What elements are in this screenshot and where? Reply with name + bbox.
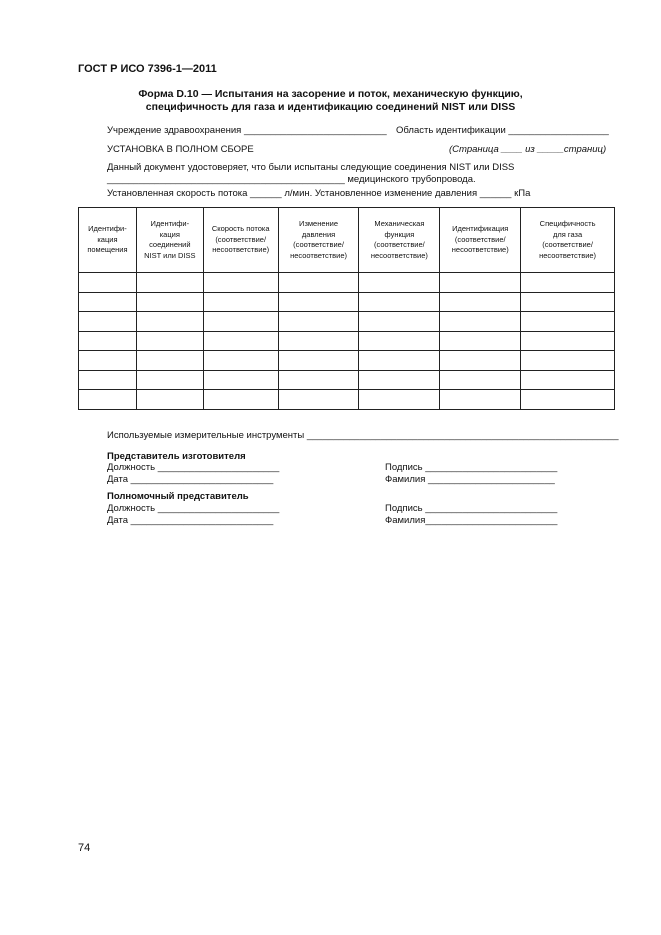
table-cell[interactable]: [278, 292, 359, 312]
table-cell[interactable]: [79, 292, 137, 312]
table-cell[interactable]: [359, 312, 440, 332]
table-cell[interactable]: [136, 292, 203, 312]
table-cell[interactable]: [359, 273, 440, 293]
table-cell[interactable]: [359, 292, 440, 312]
certify-line-2: _____________________________________________ медицинского трубопровода.: [107, 174, 476, 185]
column-header: Механическая функция (соответствие/ несоответствие): [359, 208, 440, 273]
table-cell[interactable]: [79, 312, 137, 332]
table-cell[interactable]: [203, 390, 278, 410]
installation-label: УСТАНОВКА В ПОЛНОМ СБОРЕ: [107, 144, 254, 155]
table-cell[interactable]: [203, 312, 278, 332]
authorized-position-field: Должность _______________________: [107, 503, 280, 514]
column-header: Идентифи- кация помещения: [79, 208, 137, 273]
table-cell[interactable]: [79, 351, 137, 371]
table-cell[interactable]: [521, 273, 615, 293]
table-row: [79, 292, 615, 312]
table-cell[interactable]: [203, 370, 278, 390]
column-header: Специфичность для газа (соответствие/ несоответствие): [521, 208, 615, 273]
page-of-field: (Страница ____ из _____страниц): [449, 144, 607, 155]
table-cell[interactable]: [359, 390, 440, 410]
table-cell[interactable]: [440, 273, 521, 293]
table-cell[interactable]: [440, 370, 521, 390]
manufacturer-position-field: Должность _______________________: [107, 462, 280, 473]
test-results-table: [78, 207, 615, 410]
document-header: ГОСТ Р ИСО 7396-1—2011: [78, 63, 217, 75]
form-title-line-2: специфичность для газа и идентификацию соединений NIST или DISS: [145, 101, 516, 113]
table-cell[interactable]: [203, 292, 278, 312]
column-header: Изменение давления (соответствие/ несоответствие): [278, 208, 359, 273]
table-header-row: [79, 208, 615, 273]
table-cell[interactable]: [278, 273, 359, 293]
table-cell[interactable]: [440, 331, 521, 351]
manufacturer-date-field: Дата ___________________________: [107, 474, 274, 485]
table-cell[interactable]: [79, 370, 137, 390]
table-cell[interactable]: [136, 273, 203, 293]
table-cell[interactable]: [440, 292, 521, 312]
table-cell[interactable]: [440, 312, 521, 332]
authorized-date-field: Дата ___________________________: [107, 515, 274, 526]
table-cell[interactable]: [521, 370, 615, 390]
table-cell[interactable]: [521, 331, 615, 351]
column-header: Скорость потока (соответствие/ несоответствие): [203, 208, 278, 273]
table-cell[interactable]: [521, 292, 615, 312]
table-cell[interactable]: [136, 312, 203, 332]
form-title-line-1: Форма D.10 — Испытания на засорение и поток, механическую функцию,: [138, 88, 523, 100]
table-cell[interactable]: [278, 351, 359, 371]
table-body: [79, 273, 615, 410]
manufacturer-surname-field: Фамилия ________________________: [385, 474, 555, 485]
table-cell[interactable]: [521, 312, 615, 332]
identification-area-field: Область идентификации ___________________: [396, 125, 609, 136]
table-cell[interactable]: [278, 370, 359, 390]
table-row: [79, 331, 615, 351]
table-cell[interactable]: [440, 390, 521, 410]
table-cell[interactable]: [440, 351, 521, 371]
table-cell[interactable]: [278, 390, 359, 410]
table-cell[interactable]: [359, 331, 440, 351]
column-header: Идентификация (соответствие/ несоответствие): [440, 208, 521, 273]
table-cell[interactable]: [203, 331, 278, 351]
table-cell[interactable]: [359, 351, 440, 371]
table-cell[interactable]: [79, 390, 137, 410]
authorized-signature-field: Подпись _________________________: [385, 503, 558, 514]
table-cell[interactable]: [278, 331, 359, 351]
table-cell[interactable]: [79, 331, 137, 351]
table-row: [79, 273, 615, 293]
table-cell[interactable]: [278, 312, 359, 332]
institution-field: Учреждение здравоохранения ___________________________: [107, 125, 387, 136]
table-row: [79, 351, 615, 371]
table-cell[interactable]: [359, 370, 440, 390]
table-cell[interactable]: [79, 273, 137, 293]
certify-line-1: Данный документ удостоверяет, что были испытаны следующие соединения NIST или DISS: [107, 162, 515, 173]
table-row: [79, 312, 615, 332]
instruments-field: Используемые измерительные инструменты ___________________________________________________________: [107, 430, 619, 441]
flow-pressure-field: Установленная скорость потока ______ л/мин. Установленное изменение давления ______ кПа: [107, 188, 531, 199]
table-cell[interactable]: [203, 351, 278, 371]
authorized-heading: Полномочный представитель: [107, 491, 249, 502]
table-cell[interactable]: [136, 351, 203, 371]
authorized-surname-field: Фамилия_________________________: [385, 515, 558, 526]
table-cell[interactable]: [136, 390, 203, 410]
table-cell[interactable]: [521, 351, 615, 371]
table-row: [79, 370, 615, 390]
table-row: [79, 390, 615, 410]
table-cell[interactable]: [136, 370, 203, 390]
table-cell[interactable]: [521, 390, 615, 410]
manufacturer-heading: Представитель изготовителя: [107, 451, 246, 462]
page-number: 74: [78, 842, 91, 854]
table-cell[interactable]: [203, 273, 278, 293]
table-cell[interactable]: [136, 331, 203, 351]
column-header: Идентифи- кация соединений NIST или DISS: [136, 208, 203, 273]
manufacturer-signature-field: Подпись _________________________: [385, 462, 558, 473]
